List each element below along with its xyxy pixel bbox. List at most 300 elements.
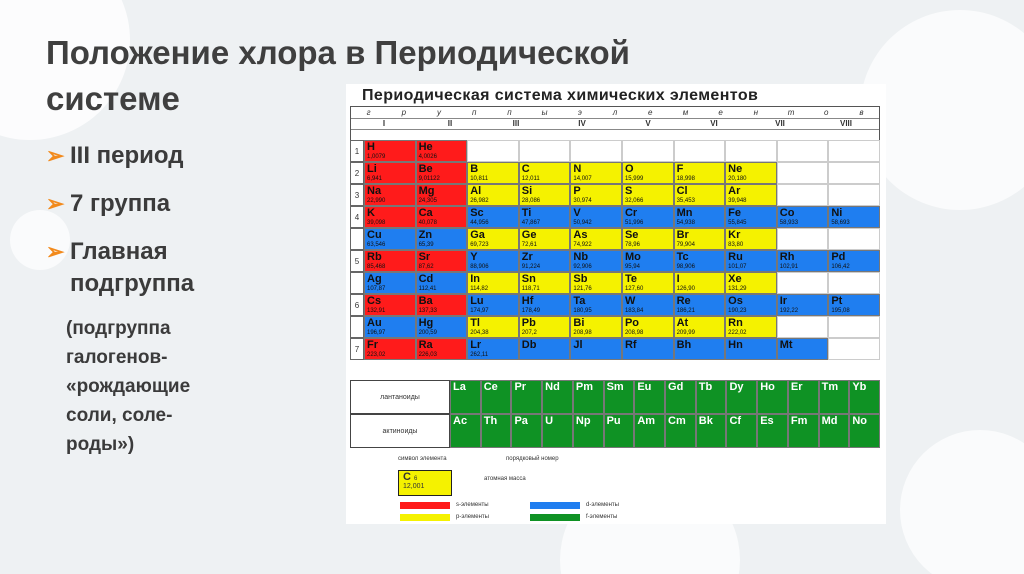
- element-symbol: Lr: [470, 339, 482, 351]
- legend-example-symbol: C: [403, 471, 411, 483]
- element-cell: [570, 162, 622, 184]
- f-element-cell: Am: [634, 414, 665, 448]
- f-block-table: [350, 380, 880, 448]
- f-element-cell: Er: [788, 380, 819, 414]
- element-cell: [725, 228, 777, 250]
- legend-symbol-label: символ элемента: [398, 456, 447, 462]
- atomic-mass: 131,29: [728, 286, 747, 292]
- empty-cell: [725, 140, 777, 162]
- element-symbol: At: [676, 317, 689, 329]
- element-symbol: Co: [779, 207, 795, 219]
- f-element-cell: Ce: [481, 380, 512, 414]
- element-cell: [364, 184, 416, 206]
- element-cell: [777, 206, 829, 228]
- element-cell: [364, 250, 416, 272]
- element-symbol: Cu: [367, 229, 382, 241]
- element-symbol: Bi: [573, 317, 585, 329]
- element-symbol: Ge: [521, 229, 537, 241]
- element-cell: [674, 206, 726, 228]
- element-cell: [364, 272, 416, 294]
- atomic-mass: 222,02: [728, 330, 747, 336]
- atomic-mass: 65,39: [418, 242, 434, 248]
- element-symbol: Cd: [418, 273, 434, 285]
- bullet-text: III период: [70, 142, 184, 169]
- header-letter: ы: [541, 108, 548, 117]
- element-symbol: Xe: [728, 273, 742, 285]
- actinides-label: актиноиды: [350, 414, 450, 448]
- subgroup-note: (подгруппа галогенов- «рождающие соли, соле- роды»): [66, 318, 191, 455]
- bullet-item: [46, 188, 306, 220]
- f-element-cell: Sm: [604, 380, 635, 414]
- atomic-mass: 39,098: [367, 220, 386, 226]
- element-symbol: Nb: [573, 251, 589, 263]
- element-cell: [467, 162, 519, 184]
- element-symbol: Hg: [418, 317, 434, 329]
- table-title: Периодическая система химических элементов: [362, 87, 759, 104]
- element-symbol: S: [624, 185, 633, 197]
- f-element-cell: U: [542, 414, 573, 448]
- atomic-mass: 208,98: [573, 330, 592, 336]
- bullet-text: 7 группа: [70, 190, 171, 217]
- legend-f-label: f-элементы: [586, 514, 618, 520]
- header-letter: е: [718, 108, 723, 117]
- element-symbol: Rb: [367, 251, 382, 263]
- element-cell: [674, 338, 726, 360]
- element-symbol: I: [676, 273, 680, 285]
- period-number: 6: [350, 294, 364, 316]
- period-number: 5: [350, 250, 364, 272]
- element-symbol: Al: [470, 185, 482, 197]
- atomic-mass: 102,91: [779, 264, 799, 270]
- f-element-cell: No: [849, 414, 880, 448]
- header-letter: е: [648, 108, 653, 117]
- element-cell: [416, 294, 468, 316]
- atomic-mass: 55,845: [728, 220, 747, 226]
- atomic-mass: 91,224: [521, 264, 541, 270]
- element-cell: [725, 294, 777, 316]
- atomic-mass: 12,011: [521, 176, 540, 182]
- atomic-mass: 15,999: [624, 176, 644, 182]
- element-cell: [467, 184, 519, 206]
- element-symbol: Te: [624, 273, 637, 285]
- element-symbol: Os: [728, 295, 743, 307]
- element-cell: [674, 162, 726, 184]
- atomic-mass: 209,99: [676, 330, 695, 336]
- arrow-bullet-icon: ➢: [46, 191, 65, 216]
- element-symbol: Hn: [728, 339, 743, 351]
- element-cell: [725, 272, 777, 294]
- bullet-list: [46, 140, 306, 316]
- element-cell: [467, 250, 519, 272]
- element-cell: [416, 140, 468, 162]
- group-number: VI: [710, 119, 718, 128]
- periodic-table-image: [346, 84, 886, 524]
- element-symbol: Cl: [676, 185, 688, 197]
- element-symbol: He: [418, 141, 433, 153]
- f-element-cell: Cf: [726, 414, 757, 448]
- atomic-mass: 195,08: [831, 308, 850, 314]
- legend-s-swatch: [400, 502, 450, 509]
- atomic-mass: 72,61: [521, 242, 537, 248]
- atomic-mass: 112,41: [418, 286, 437, 292]
- atomic-mass: 4,0026: [418, 154, 437, 160]
- atomic-mass: 47,867: [521, 220, 541, 226]
- legend-number-label: порядковый номер: [506, 456, 559, 462]
- element-symbol: Rn: [728, 317, 743, 329]
- element-cell: [570, 316, 622, 338]
- atomic-mass: 20,180: [728, 176, 747, 182]
- atomic-mass: 26,982: [470, 198, 489, 204]
- period-number: [350, 316, 364, 338]
- element-cell: [364, 338, 416, 360]
- atomic-mass: 186,21: [676, 308, 695, 314]
- element-cell: [467, 272, 519, 294]
- f-element-cell: Np: [573, 414, 604, 448]
- header-letter: о: [824, 108, 829, 117]
- f-element-cell: Tm: [819, 380, 850, 414]
- element-symbol: Rf: [624, 339, 637, 351]
- f-element-cell: Cm: [665, 414, 696, 448]
- element-cell: [519, 294, 571, 316]
- element-cell: [364, 206, 416, 228]
- arrow-bullet-icon: ➢: [46, 143, 65, 168]
- atomic-mass: 1,0079: [367, 154, 386, 160]
- f-element-cell: Md: [819, 414, 850, 448]
- element-cell: [416, 250, 468, 272]
- element-symbol: Ni: [831, 207, 843, 219]
- element-cell: [519, 250, 571, 272]
- atomic-mass: 137,33: [418, 308, 437, 314]
- bullet-text: Главная подгруппа: [70, 238, 195, 297]
- atomic-mass: 118,71: [521, 286, 540, 292]
- atomic-mass: 126,90: [676, 286, 695, 292]
- f-element-cell: La: [450, 380, 481, 414]
- element-symbol: Tl: [470, 317, 480, 329]
- element-cell: [570, 184, 622, 206]
- lanthanides-row: [350, 380, 880, 414]
- element-symbol: Li: [367, 163, 377, 175]
- element-symbol: Cs: [367, 295, 382, 307]
- group-number: VII: [775, 119, 785, 128]
- atomic-mass: 121,76: [573, 286, 592, 292]
- header-letter: т: [787, 108, 795, 117]
- element-cell: [519, 228, 571, 250]
- period-row: [350, 162, 880, 184]
- group-number: IV: [578, 119, 586, 128]
- atomic-mass: 183,84: [624, 308, 644, 314]
- header-letter: п: [472, 108, 477, 117]
- element-cell: [519, 206, 571, 228]
- period-number: [350, 272, 364, 294]
- atomic-mass: 114,82: [470, 286, 489, 292]
- atomic-mass: 78,96: [624, 242, 640, 248]
- element-symbol: As: [573, 229, 588, 241]
- empty-cell: [828, 184, 880, 206]
- atomic-mass: 51,996: [624, 220, 644, 226]
- atomic-mass: 95,94: [624, 264, 640, 270]
- legend-d-label: d-элементы: [586, 502, 619, 508]
- element-symbol: Pb: [521, 317, 536, 329]
- legend-mass-label: атомная масса: [484, 476, 526, 482]
- element-symbol: Kr: [728, 229, 741, 241]
- element-symbol: Cr: [624, 207, 638, 219]
- f-element-cell: Tb: [696, 380, 727, 414]
- empty-cell: [467, 140, 519, 162]
- f-element-cell: Ac: [450, 414, 481, 448]
- element-cell: [674, 228, 726, 250]
- f-element-cell: Ho: [757, 380, 788, 414]
- period-row: [350, 206, 880, 228]
- f-element-cell: Pm: [573, 380, 604, 414]
- period-row: [350, 140, 880, 162]
- empty-cell: [828, 140, 880, 162]
- element-symbol: Zr: [521, 251, 533, 263]
- period-number: 1: [350, 140, 364, 162]
- element-symbol: Sb: [573, 273, 588, 285]
- group-number: III: [512, 119, 520, 128]
- legend-example-mass: 12,001: [403, 483, 425, 490]
- atomic-mass: 196,97: [367, 330, 386, 336]
- atomic-mass: 178,49: [521, 308, 541, 314]
- element-symbol: Bh: [676, 339, 692, 351]
- element-symbol: Ne: [728, 163, 743, 175]
- atomic-mass: 79,904: [676, 242, 695, 248]
- bullet-item: [46, 140, 306, 172]
- element-symbol: Sn: [521, 273, 536, 285]
- period-number: [350, 228, 364, 250]
- element-symbol: Se: [624, 229, 639, 241]
- atomic-mass: 204,38: [470, 330, 489, 336]
- bullet-item: [46, 236, 306, 300]
- atomic-mass: 88,906: [470, 264, 489, 270]
- atomic-mass: 207,2: [521, 330, 537, 336]
- atomic-mass: 200,59: [418, 330, 437, 336]
- arrow-bullet-icon: ➢: [46, 239, 65, 264]
- atomic-mass: 107,87: [367, 286, 386, 292]
- divider: [351, 129, 879, 130]
- element-symbol: Ti: [521, 207, 532, 219]
- element-cell: [416, 162, 468, 184]
- element-cell: [622, 184, 674, 206]
- atomic-mass: 22,990: [367, 198, 386, 204]
- atomic-mass: 63,546: [367, 242, 386, 248]
- element-cell: [467, 316, 519, 338]
- empty-cell: [828, 162, 880, 184]
- period-row: [350, 250, 880, 272]
- group-number: VIII: [839, 119, 852, 128]
- legend-example-number: 6: [414, 476, 418, 482]
- element-cell: [364, 294, 416, 316]
- element-cell: [725, 206, 777, 228]
- atomic-mass: 174,97: [470, 308, 489, 314]
- element-cell: [570, 250, 622, 272]
- element-symbol: In: [470, 273, 480, 285]
- atomic-mass: 58,933: [779, 220, 799, 226]
- period-row: [350, 228, 880, 250]
- atomic-mass: 30,974: [573, 198, 592, 204]
- element-cell: [725, 316, 777, 338]
- atomic-mass: 35,453: [676, 198, 695, 204]
- element-cell: [416, 228, 468, 250]
- atomic-mass: 101,07: [728, 264, 747, 270]
- element-cell: [364, 140, 416, 162]
- atomic-mass: 180,95: [573, 308, 592, 314]
- element-symbol: Ta: [573, 295, 586, 307]
- element-symbol: Db: [521, 339, 537, 351]
- empty-cell: [777, 316, 829, 338]
- element-cell: [622, 272, 674, 294]
- atomic-mass: 50,942: [573, 220, 592, 226]
- period-row: [350, 338, 880, 360]
- element-symbol: Ra: [418, 339, 433, 351]
- element-cell: [622, 228, 674, 250]
- header-letter: в: [859, 108, 864, 117]
- header-letter: н: [753, 108, 759, 117]
- element-cell: [570, 294, 622, 316]
- element-cell: [777, 338, 829, 360]
- element-cell: [622, 294, 674, 316]
- slide-title: Положение хлора в Периодической системе: [46, 34, 630, 117]
- element-cell: [570, 338, 622, 360]
- element-cell: [416, 272, 468, 294]
- element-cell: [725, 162, 777, 184]
- element-cell: [467, 338, 519, 360]
- element-cell: [364, 228, 416, 250]
- atomic-mass: 192,22: [779, 308, 799, 314]
- element-symbol: Ca: [418, 207, 433, 219]
- atomic-mass: 87,62: [418, 264, 434, 270]
- legend-s-label: s-элементы: [456, 502, 489, 508]
- empty-cell: [777, 184, 829, 206]
- element-symbol: C: [521, 163, 530, 175]
- element-cell: [622, 250, 674, 272]
- element-cell: [519, 338, 571, 360]
- period-row: [350, 272, 880, 294]
- element-cell: [519, 316, 571, 338]
- f-element-cell: Nd: [542, 380, 573, 414]
- lanthanides-label: лантаноиды: [350, 380, 450, 414]
- element-symbol: Mg: [418, 185, 435, 197]
- atomic-mass: 98,906: [676, 264, 695, 270]
- element-symbol: H: [367, 141, 375, 153]
- element-symbol: Fr: [367, 339, 378, 351]
- element-symbol: Au: [367, 317, 382, 329]
- atomic-mass: 262,11: [470, 352, 489, 358]
- period-number: 7: [350, 338, 364, 360]
- element-cell: [725, 250, 777, 272]
- period-number: 4: [350, 206, 364, 228]
- actinides-row: [350, 414, 880, 448]
- legend-f-swatch: [530, 514, 580, 521]
- atomic-mass: 44,956: [470, 220, 489, 226]
- element-symbol: Y: [470, 251, 478, 263]
- atomic-mass: 223,02: [367, 352, 386, 358]
- element-symbol: Sc: [470, 207, 484, 219]
- header-letter: р: [401, 108, 407, 117]
- element-cell: [416, 338, 468, 360]
- element-symbol: V: [573, 207, 581, 219]
- empty-cell: [828, 228, 880, 250]
- empty-cell: [777, 272, 829, 294]
- legend-d-swatch: [530, 502, 580, 509]
- header-letter: п: [507, 108, 512, 117]
- element-cell: [777, 250, 829, 272]
- element-symbol: Jl: [573, 339, 583, 351]
- legend-p-swatch: [400, 514, 450, 521]
- element-cell: [674, 272, 726, 294]
- empty-cell: [777, 140, 829, 162]
- element-symbol: Sr: [418, 251, 431, 263]
- f-element-cell: Eu: [634, 380, 665, 414]
- element-symbol: Ag: [367, 273, 382, 285]
- element-symbol: Po: [624, 317, 640, 329]
- period-row: [350, 294, 880, 316]
- header-letter: у: [437, 108, 441, 117]
- element-symbol: Tc: [676, 251, 689, 263]
- empty-cell: [828, 316, 880, 338]
- element-cell: [570, 272, 622, 294]
- header-letter: г: [366, 108, 371, 117]
- empty-cell: [622, 140, 674, 162]
- period-number: 2: [350, 162, 364, 184]
- element-symbol: N: [573, 163, 582, 175]
- header-letter: л: [612, 108, 618, 117]
- period-number: 3: [350, 184, 364, 206]
- element-symbol: P: [573, 185, 581, 197]
- element-symbol: B: [470, 163, 479, 175]
- element-symbol: Mn: [676, 207, 693, 219]
- empty-cell: [674, 140, 726, 162]
- header-letter: э: [577, 108, 582, 117]
- element-cell: [725, 338, 777, 360]
- f-element-cell: Yb: [849, 380, 880, 414]
- atomic-mass: 10,811: [470, 176, 489, 182]
- f-element-cell: Fm: [788, 414, 819, 448]
- f-element-cell: Dy: [726, 380, 757, 414]
- atomic-mass: 54,938: [676, 220, 695, 226]
- header-groups: [351, 119, 879, 128]
- element-grid: [350, 140, 880, 360]
- element-symbol: Na: [367, 185, 382, 197]
- element-symbol: Hf: [521, 295, 534, 307]
- atomic-mass: 58,693: [831, 220, 850, 226]
- atomic-mass: 6,941: [367, 176, 383, 182]
- element-symbol: Fe: [728, 207, 741, 219]
- header-letter: м: [682, 108, 689, 117]
- group-number: II: [447, 119, 453, 128]
- element-cell: [674, 250, 726, 272]
- element-cell: [725, 184, 777, 206]
- element-cell: [622, 338, 674, 360]
- group-number: V: [645, 119, 651, 128]
- element-cell: [570, 206, 622, 228]
- element-symbol: Re: [676, 295, 691, 307]
- empty-cell: [777, 228, 829, 250]
- empty-cell: [519, 140, 571, 162]
- element-cell: [828, 294, 880, 316]
- element-cell: [416, 316, 468, 338]
- atomic-mass: 69,723: [470, 242, 489, 248]
- element-symbol: Rh: [779, 251, 795, 263]
- atomic-mass: 83,80: [728, 242, 744, 248]
- atomic-mass: 208,98: [624, 330, 644, 336]
- element-cell: [622, 162, 674, 184]
- atomic-mass: 9,01122: [418, 176, 440, 182]
- element-cell: [777, 294, 829, 316]
- atomic-mass: 127,60: [624, 286, 644, 292]
- element-cell: [674, 294, 726, 316]
- atomic-mass: 24,305: [418, 198, 437, 204]
